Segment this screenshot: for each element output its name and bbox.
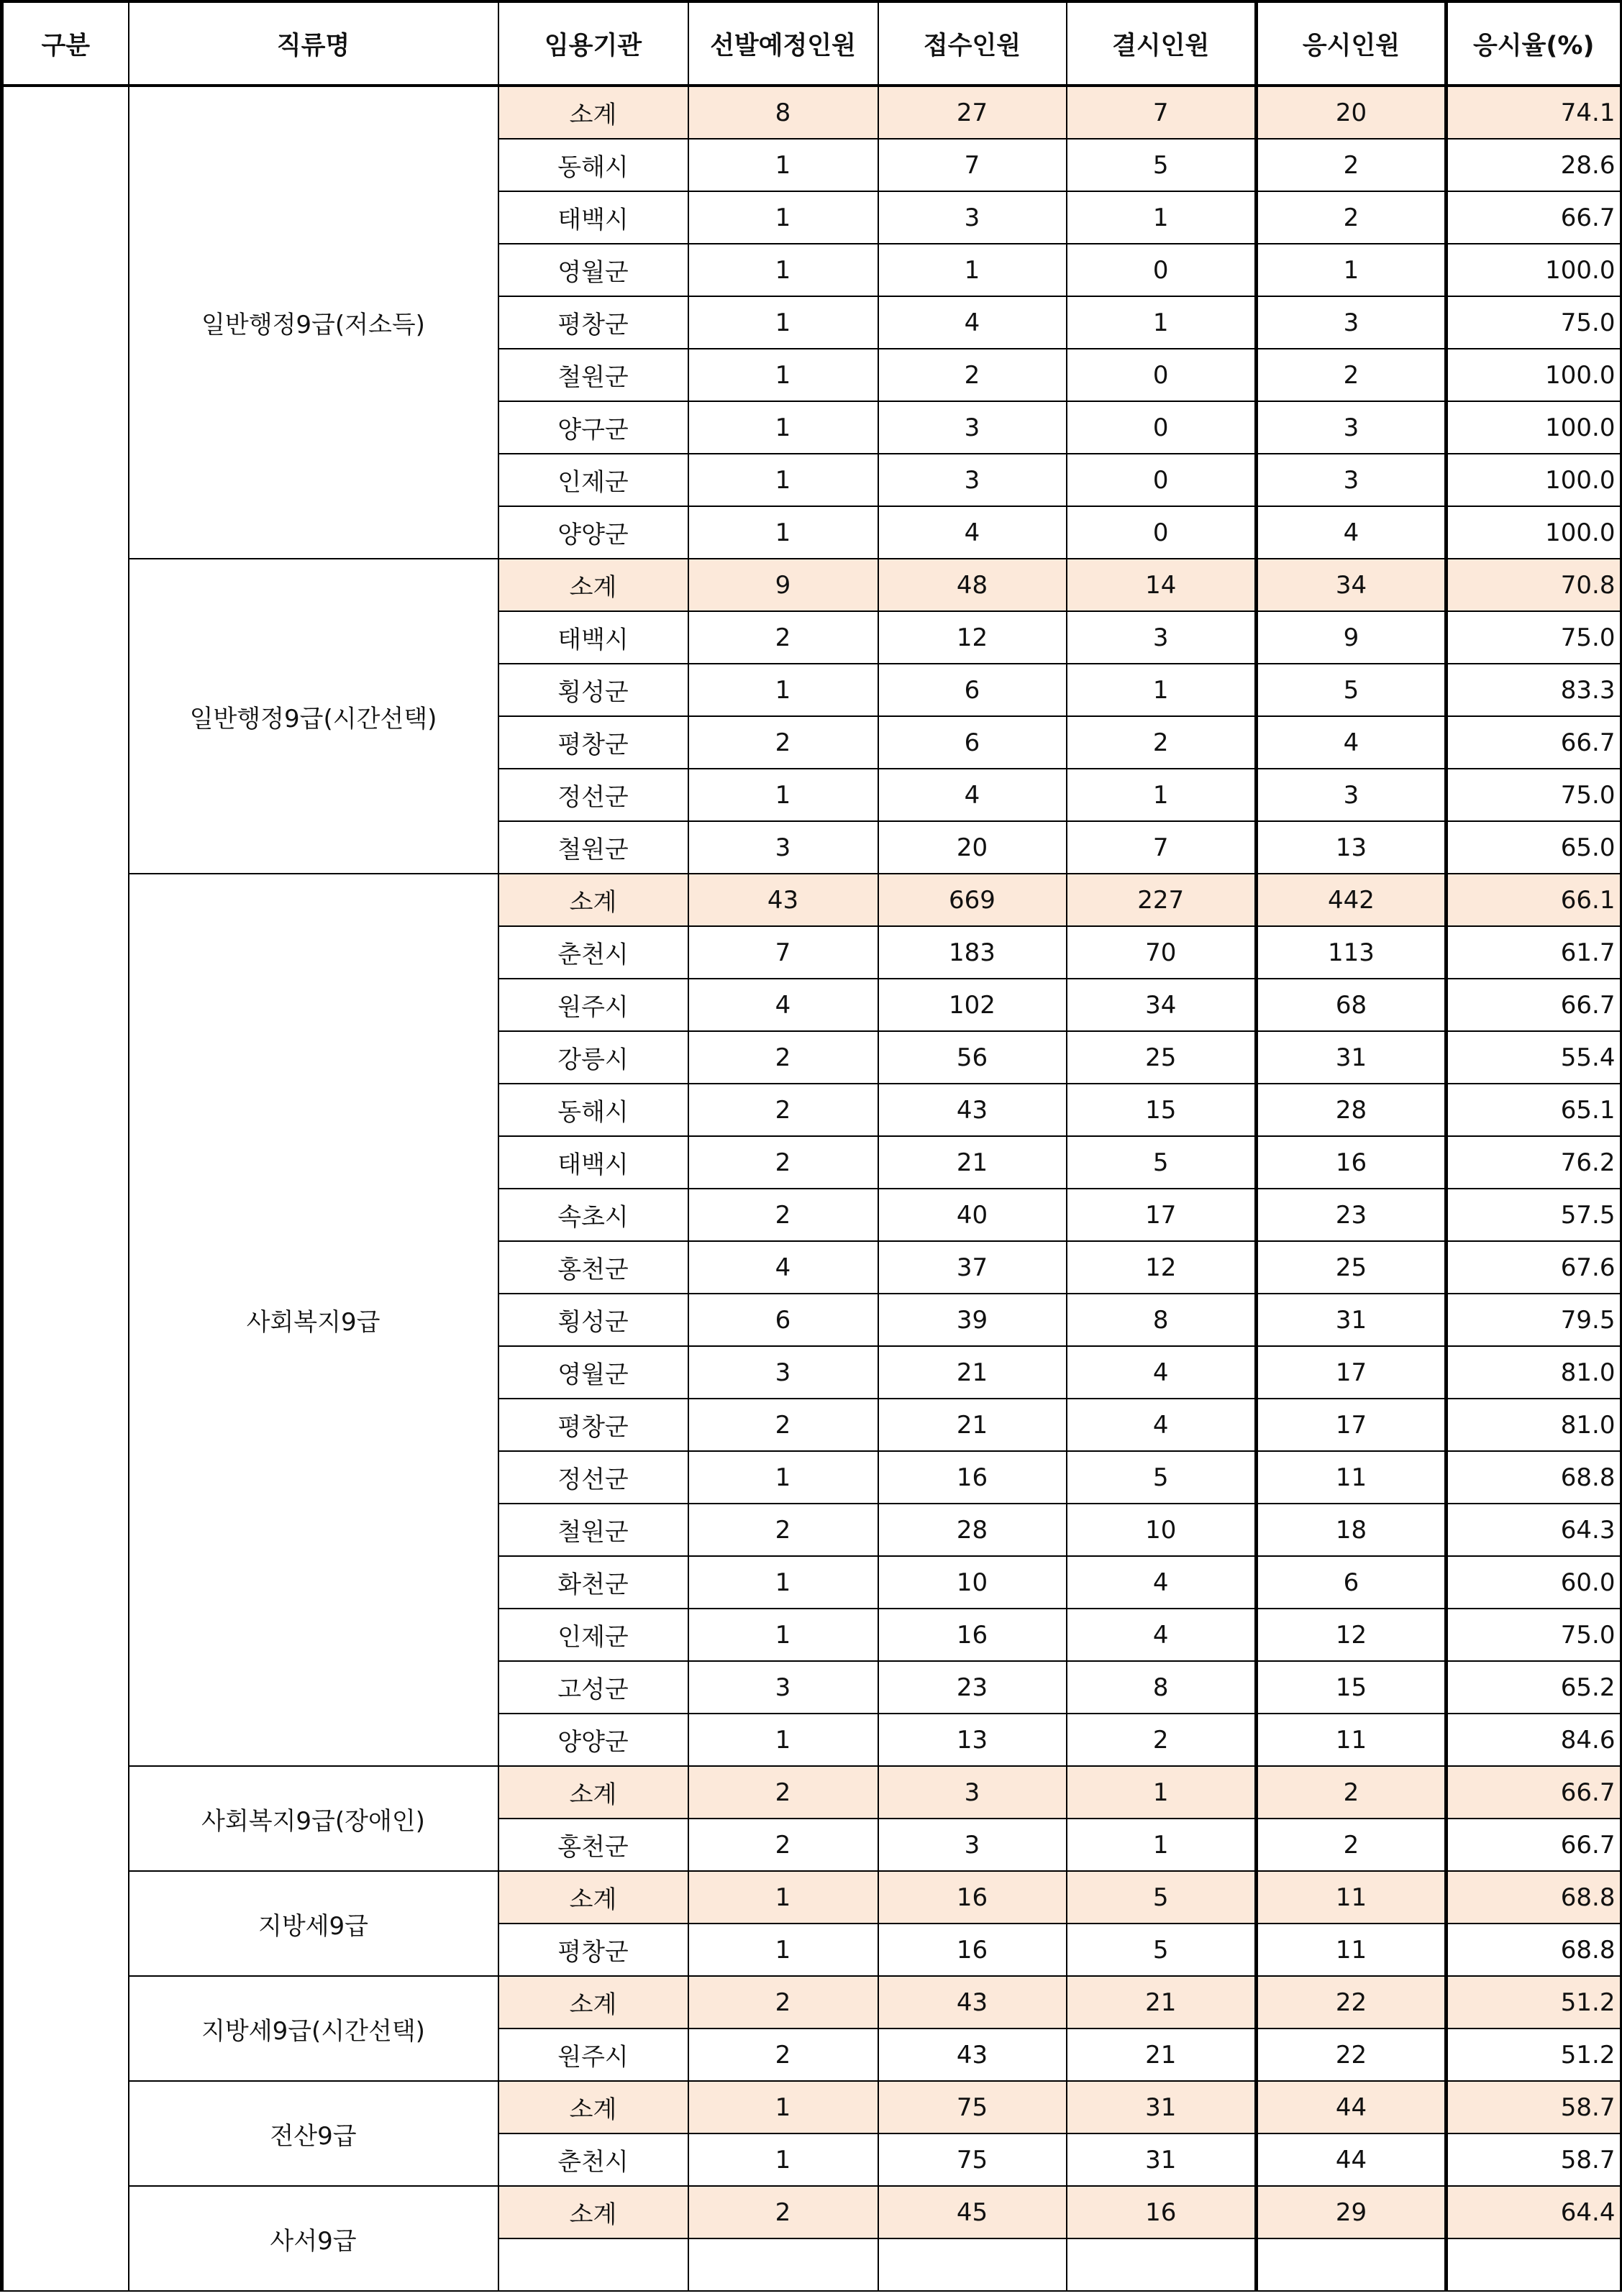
applied-cell: 10 — [878, 1556, 1067, 1609]
agency-cell: 평창군 — [498, 716, 688, 769]
agency-cell: 홍천군 — [498, 1819, 688, 1871]
absent-cell: 2 — [1067, 1714, 1257, 1766]
absent-cell: 8 — [1067, 1661, 1257, 1714]
planned-cell: 2 — [688, 1504, 878, 1556]
rate-cell: 57.5 — [1446, 1189, 1621, 1241]
attended-cell: 15 — [1257, 1661, 1446, 1714]
header-applied: 접수인원 — [878, 1, 1067, 86]
planned-cell: 2 — [688, 2029, 878, 2081]
applied-cell: 40 — [878, 1189, 1067, 1241]
rate-cell: 64.3 — [1446, 1504, 1621, 1556]
applied-cell: 75 — [878, 2133, 1067, 2186]
applied-cell: 4 — [878, 769, 1067, 821]
absent-cell: 10 — [1067, 1504, 1257, 1556]
rate-cell: 68.8 — [1446, 1924, 1621, 1976]
agency-cell: 소계 — [498, 2081, 688, 2133]
applied-cell: 3 — [878, 1766, 1067, 1819]
applied-cell: 6 — [878, 716, 1067, 769]
attended-cell: 11 — [1257, 1714, 1446, 1766]
planned-cell: 1 — [688, 769, 878, 821]
absent-cell: 0 — [1067, 454, 1257, 506]
planned-cell: 1 — [688, 1556, 878, 1609]
agency-cell: 정선군 — [498, 1451, 688, 1504]
agency-cell: 화천군 — [498, 1556, 688, 1609]
rate-cell: 55.4 — [1446, 1031, 1621, 1084]
rate-cell: 100.0 — [1446, 401, 1621, 454]
attended-cell: 2 — [1257, 1766, 1446, 1819]
subtotal-row — [2, 86, 1621, 139]
absent-cell — [1067, 2238, 1257, 2291]
planned-cell: 1 — [688, 296, 878, 349]
agency-cell: 속초시 — [498, 1189, 688, 1241]
planned-cell: 1 — [688, 2081, 878, 2133]
attended-cell: 2 — [1257, 349, 1446, 401]
agency-cell: 소계 — [498, 1976, 688, 2029]
agency-cell: 인제군 — [498, 454, 688, 506]
agency-cell: 고성군 — [498, 1661, 688, 1714]
attended-cell: 20 — [1257, 86, 1446, 139]
absent-cell: 14 — [1067, 559, 1257, 611]
agency-cell: 인제군 — [498, 1609, 688, 1661]
absent-cell: 15 — [1067, 1084, 1257, 1136]
planned-cell: 43 — [688, 874, 878, 926]
applied-cell: 6 — [878, 664, 1067, 716]
header-planned: 선발예정인원 — [688, 1, 878, 86]
subtotal-row — [2, 2081, 1621, 2133]
absent-cell: 1 — [1067, 1819, 1257, 1871]
absent-cell: 70 — [1067, 926, 1257, 979]
agency-cell: 철원군 — [498, 349, 688, 401]
planned-cell: 1 — [688, 1924, 878, 1976]
attended-cell: 12 — [1257, 1609, 1446, 1661]
applied-cell: 21 — [878, 1136, 1067, 1189]
planned-cell: 2 — [688, 1819, 878, 1871]
planned-cell: 2 — [688, 1084, 878, 1136]
rate-cell: 68.8 — [1446, 1871, 1621, 1924]
applied-cell: 20 — [878, 821, 1067, 874]
rate-cell: 67.6 — [1446, 1241, 1621, 1294]
rate-cell: 75.0 — [1446, 611, 1621, 664]
applied-cell: 12 — [878, 611, 1067, 664]
rate-cell: 81.0 — [1446, 1346, 1621, 1399]
rate-cell: 64.4 — [1446, 2186, 1621, 2238]
attended-cell: 16 — [1257, 1136, 1446, 1189]
agency-cell: 동해시 — [498, 1084, 688, 1136]
applied-cell: 1 — [878, 244, 1067, 296]
absent-cell: 5 — [1067, 139, 1257, 191]
absent-cell: 4 — [1067, 1556, 1257, 1609]
absent-cell: 1 — [1067, 191, 1257, 244]
attended-cell: 2 — [1257, 1819, 1446, 1871]
rate-cell: 75.0 — [1446, 296, 1621, 349]
attended-cell: 44 — [1257, 2133, 1446, 2186]
applied-cell: 3 — [878, 401, 1067, 454]
absent-cell: 1 — [1067, 296, 1257, 349]
table-body — [2, 86, 1621, 2291]
absent-cell: 21 — [1067, 1976, 1257, 2029]
agency-cell: 춘천시 — [498, 926, 688, 979]
rate-cell: 66.1 — [1446, 874, 1621, 926]
header-absent: 결시인원 — [1067, 1, 1257, 86]
absent-cell: 17 — [1067, 1189, 1257, 1241]
applied-cell — [878, 2238, 1067, 2291]
agency-cell: 강릉시 — [498, 1031, 688, 1084]
subtotal-row — [2, 1766, 1621, 1819]
absent-cell: 7 — [1067, 821, 1257, 874]
attended-cell: 17 — [1257, 1399, 1446, 1451]
planned-cell: 1 — [688, 139, 878, 191]
attended-cell: 3 — [1257, 296, 1446, 349]
rate-cell: 60.0 — [1446, 1556, 1621, 1609]
rate-cell: 66.7 — [1446, 191, 1621, 244]
agency-cell: 원주시 — [498, 2029, 688, 2081]
applied-cell: 183 — [878, 926, 1067, 979]
rate-cell: 66.7 — [1446, 1766, 1621, 1819]
absent-cell: 227 — [1067, 874, 1257, 926]
attended-cell: 3 — [1257, 454, 1446, 506]
rate-cell: 66.7 — [1446, 979, 1621, 1031]
planned-cell: 1 — [688, 191, 878, 244]
absent-cell: 7 — [1067, 86, 1257, 139]
attended-cell: 5 — [1257, 664, 1446, 716]
planned-cell: 1 — [688, 349, 878, 401]
agency-cell: 홍천군 — [498, 1241, 688, 1294]
rate-cell: 51.2 — [1446, 2029, 1621, 2081]
planned-cell: 4 — [688, 979, 878, 1031]
absent-cell: 21 — [1067, 2029, 1257, 2081]
planned-cell: 2 — [688, 1189, 878, 1241]
header-rate: 응시율(%) — [1446, 1, 1621, 86]
applied-cell: 75 — [878, 2081, 1067, 2133]
applied-cell: 4 — [878, 506, 1067, 559]
applied-cell: 4 — [878, 296, 1067, 349]
planned-cell: 2 — [688, 1136, 878, 1189]
agency-cell: 평창군 — [498, 296, 688, 349]
attended-cell: 11 — [1257, 1451, 1446, 1504]
planned-cell: 2 — [688, 716, 878, 769]
applied-cell: 48 — [878, 559, 1067, 611]
rate-cell: 100.0 — [1446, 349, 1621, 401]
agency-cell: 소계 — [498, 86, 688, 139]
planned-cell: 1 — [688, 1451, 878, 1504]
absent-cell: 31 — [1067, 2081, 1257, 2133]
agency-cell: 횡성군 — [498, 1294, 688, 1346]
attended-cell: 3 — [1257, 769, 1446, 821]
rate-cell: 79.5 — [1446, 1294, 1621, 1346]
division-cell — [2, 86, 129, 2291]
applied-cell: 13 — [878, 1714, 1067, 1766]
applied-cell: 43 — [878, 1084, 1067, 1136]
attended-cell: 1 — [1257, 244, 1446, 296]
agency-cell: 소계 — [498, 874, 688, 926]
attended-cell: 34 — [1257, 559, 1446, 611]
attended-cell: 2 — [1257, 191, 1446, 244]
agency-cell: 소계 — [498, 2186, 688, 2238]
attended-cell: 11 — [1257, 1871, 1446, 1924]
attended-cell: 4 — [1257, 716, 1446, 769]
agency-cell: 소계 — [498, 1766, 688, 1819]
header-attended: 응시인원 — [1257, 1, 1446, 86]
planned-cell: 8 — [688, 86, 878, 139]
job-title-cell: 사서9급 — [129, 2186, 498, 2291]
absent-cell: 5 — [1067, 1871, 1257, 1924]
absent-cell: 34 — [1067, 979, 1257, 1031]
subtotal-row — [2, 1871, 1621, 1924]
attended-cell: 29 — [1257, 2186, 1446, 2238]
attended-cell: 68 — [1257, 979, 1446, 1031]
rate-cell: 100.0 — [1446, 454, 1621, 506]
rate-cell: 81.0 — [1446, 1399, 1621, 1451]
header-agency: 임용기관 — [498, 1, 688, 86]
agency-cell: 태백시 — [498, 191, 688, 244]
planned-cell: 1 — [688, 506, 878, 559]
absent-cell: 0 — [1067, 349, 1257, 401]
rate-cell: 66.7 — [1446, 716, 1621, 769]
absent-cell: 12 — [1067, 1241, 1257, 1294]
agency-cell: 횡성군 — [498, 664, 688, 716]
applied-cell: 27 — [878, 86, 1067, 139]
absent-cell: 5 — [1067, 1136, 1257, 1189]
agency-cell: 동해시 — [498, 139, 688, 191]
rate-cell: 58.7 — [1446, 2133, 1621, 2186]
planned-cell: 2 — [688, 1031, 878, 1084]
rate-cell: 84.6 — [1446, 1714, 1621, 1766]
applied-cell: 39 — [878, 1294, 1067, 1346]
applied-cell: 43 — [878, 1976, 1067, 2029]
planned-cell: 1 — [688, 1609, 878, 1661]
agency-cell: 평창군 — [498, 1399, 688, 1451]
absent-cell: 25 — [1067, 1031, 1257, 1084]
job-title-cell: 지방세9급 — [129, 1871, 498, 1976]
applied-cell: 16 — [878, 1609, 1067, 1661]
attended-cell: 2 — [1257, 139, 1446, 191]
absent-cell: 3 — [1067, 611, 1257, 664]
header-division: 구분 — [2, 1, 129, 86]
planned-cell: 1 — [688, 2133, 878, 2186]
attended-cell: 442 — [1257, 874, 1446, 926]
applied-cell: 45 — [878, 2186, 1067, 2238]
planned-cell: 6 — [688, 1294, 878, 1346]
attended-cell: 31 — [1257, 1031, 1446, 1084]
attended-cell: 4 — [1257, 506, 1446, 559]
applied-cell: 16 — [878, 1871, 1067, 1924]
rate-cell: 61.7 — [1446, 926, 1621, 979]
applied-cell: 3 — [878, 1819, 1067, 1871]
absent-cell: 1 — [1067, 664, 1257, 716]
rate-cell: 68.8 — [1446, 1451, 1621, 1504]
agency-cell: 정선군 — [498, 769, 688, 821]
header-job-title: 직류명 — [129, 1, 498, 86]
applied-cell: 16 — [878, 1451, 1067, 1504]
agency-cell: 태백시 — [498, 1136, 688, 1189]
rate-cell: 70.8 — [1446, 559, 1621, 611]
absent-cell: 1 — [1067, 1766, 1257, 1819]
applied-cell: 43 — [878, 2029, 1067, 2081]
absent-cell: 31 — [1067, 2133, 1257, 2186]
rate-cell: 65.0 — [1446, 821, 1621, 874]
applied-cell: 21 — [878, 1399, 1067, 1451]
attended-cell: 3 — [1257, 401, 1446, 454]
subtotal-row — [2, 559, 1621, 611]
attended-cell: 17 — [1257, 1346, 1446, 1399]
planned-cell: 3 — [688, 1346, 878, 1399]
absent-cell: 4 — [1067, 1399, 1257, 1451]
planned-cell: 1 — [688, 244, 878, 296]
agency-cell: 양양군 — [498, 506, 688, 559]
rate-cell: 100.0 — [1446, 244, 1621, 296]
subtotal-row — [2, 2186, 1621, 2238]
attended-cell: 23 — [1257, 1189, 1446, 1241]
agency-cell: 평창군 — [498, 1924, 688, 1976]
agency-cell: 양양군 — [498, 1714, 688, 1766]
attended-cell: 25 — [1257, 1241, 1446, 1294]
absent-cell: 1 — [1067, 769, 1257, 821]
rate-cell: 65.2 — [1446, 1661, 1621, 1714]
planned-cell: 1 — [688, 664, 878, 716]
rate-cell: 66.7 — [1446, 1819, 1621, 1871]
applied-cell: 669 — [878, 874, 1067, 926]
planned-cell: 1 — [688, 454, 878, 506]
job-title-cell: 전산9급 — [129, 2081, 498, 2186]
job-title-cell: 일반행정9급(시간선택) — [129, 559, 498, 874]
planned-cell: 2 — [688, 2186, 878, 2238]
job-title-cell: 일반행정9급(저소득) — [129, 86, 498, 559]
attended-cell: 6 — [1257, 1556, 1446, 1609]
absent-cell: 0 — [1067, 506, 1257, 559]
applied-cell: 102 — [878, 979, 1067, 1031]
applied-cell: 28 — [878, 1504, 1067, 1556]
absent-cell: 2 — [1067, 716, 1257, 769]
planned-cell: 4 — [688, 1241, 878, 1294]
rate-cell: 100.0 — [1446, 506, 1621, 559]
rate-cell: 74.1 — [1446, 86, 1621, 139]
agency-cell: 소계 — [498, 1871, 688, 1924]
rate-cell: 28.6 — [1446, 139, 1621, 191]
attended-cell: 13 — [1257, 821, 1446, 874]
attended-cell: 9 — [1257, 611, 1446, 664]
agency-cell: 소계 — [498, 559, 688, 611]
attended-cell: 22 — [1257, 2029, 1446, 2081]
agency-cell: 양구군 — [498, 401, 688, 454]
planned-cell: 1 — [688, 401, 878, 454]
agency-cell: 철원군 — [498, 1504, 688, 1556]
rate-cell: 75.0 — [1446, 769, 1621, 821]
planned-cell: 2 — [688, 1976, 878, 2029]
applied-cell: 37 — [878, 1241, 1067, 1294]
absent-cell: 5 — [1067, 1924, 1257, 1976]
planned-cell: 2 — [688, 1399, 878, 1451]
attended-cell: 31 — [1257, 1294, 1446, 1346]
job-title-cell: 사회복지9급(장애인) — [129, 1766, 498, 1871]
agency-cell — [498, 2238, 688, 2291]
agency-cell: 원주시 — [498, 979, 688, 1031]
attended-cell — [1257, 2238, 1446, 2291]
attended-cell: 11 — [1257, 1924, 1446, 1976]
planned-cell: 3 — [688, 821, 878, 874]
agency-cell: 영월군 — [498, 1346, 688, 1399]
attended-cell: 18 — [1257, 1504, 1446, 1556]
planned-cell — [688, 2238, 878, 2291]
job-title-cell: 사회복지9급 — [129, 874, 498, 1766]
subtotal-row — [2, 874, 1621, 926]
applied-cell: 21 — [878, 1346, 1067, 1399]
attended-cell: 113 — [1257, 926, 1446, 979]
agency-cell: 춘천시 — [498, 2133, 688, 2186]
rate-cell: 75.0 — [1446, 1609, 1621, 1661]
applied-cell: 3 — [878, 454, 1067, 506]
agency-cell: 영월군 — [498, 244, 688, 296]
applied-cell: 16 — [878, 1924, 1067, 1976]
rate-cell: 58.7 — [1446, 2081, 1621, 2133]
applied-cell: 3 — [878, 191, 1067, 244]
applied-cell: 23 — [878, 1661, 1067, 1714]
attended-cell: 22 — [1257, 1976, 1446, 2029]
rate-cell: 65.1 — [1446, 1084, 1621, 1136]
absent-cell: 4 — [1067, 1609, 1257, 1661]
applied-cell: 56 — [878, 1031, 1067, 1084]
applied-cell: 7 — [878, 139, 1067, 191]
planned-cell: 3 — [688, 1661, 878, 1714]
subtotal-row — [2, 1976, 1621, 2029]
job-title-cell: 지방세9급(시간선택) — [129, 1976, 498, 2081]
header-row — [2, 1, 1621, 86]
attended-cell: 44 — [1257, 2081, 1446, 2133]
rate-cell: 51.2 — [1446, 1976, 1621, 2029]
absent-cell: 0 — [1067, 244, 1257, 296]
agency-cell: 철원군 — [498, 821, 688, 874]
absent-cell: 4 — [1067, 1346, 1257, 1399]
applied-cell: 2 — [878, 349, 1067, 401]
planned-cell: 9 — [688, 559, 878, 611]
rate-cell — [1446, 2238, 1621, 2291]
planned-cell: 2 — [688, 1766, 878, 1819]
planned-cell: 1 — [688, 1871, 878, 1924]
planned-cell: 7 — [688, 926, 878, 979]
agency-cell: 태백시 — [498, 611, 688, 664]
planned-cell: 2 — [688, 611, 878, 664]
absent-cell: 16 — [1067, 2186, 1257, 2238]
absent-cell: 0 — [1067, 401, 1257, 454]
absent-cell: 5 — [1067, 1451, 1257, 1504]
rate-cell: 76.2 — [1446, 1136, 1621, 1189]
rate-cell: 83.3 — [1446, 664, 1621, 716]
absent-cell: 8 — [1067, 1294, 1257, 1346]
attended-cell: 28 — [1257, 1084, 1446, 1136]
planned-cell: 1 — [688, 1714, 878, 1766]
